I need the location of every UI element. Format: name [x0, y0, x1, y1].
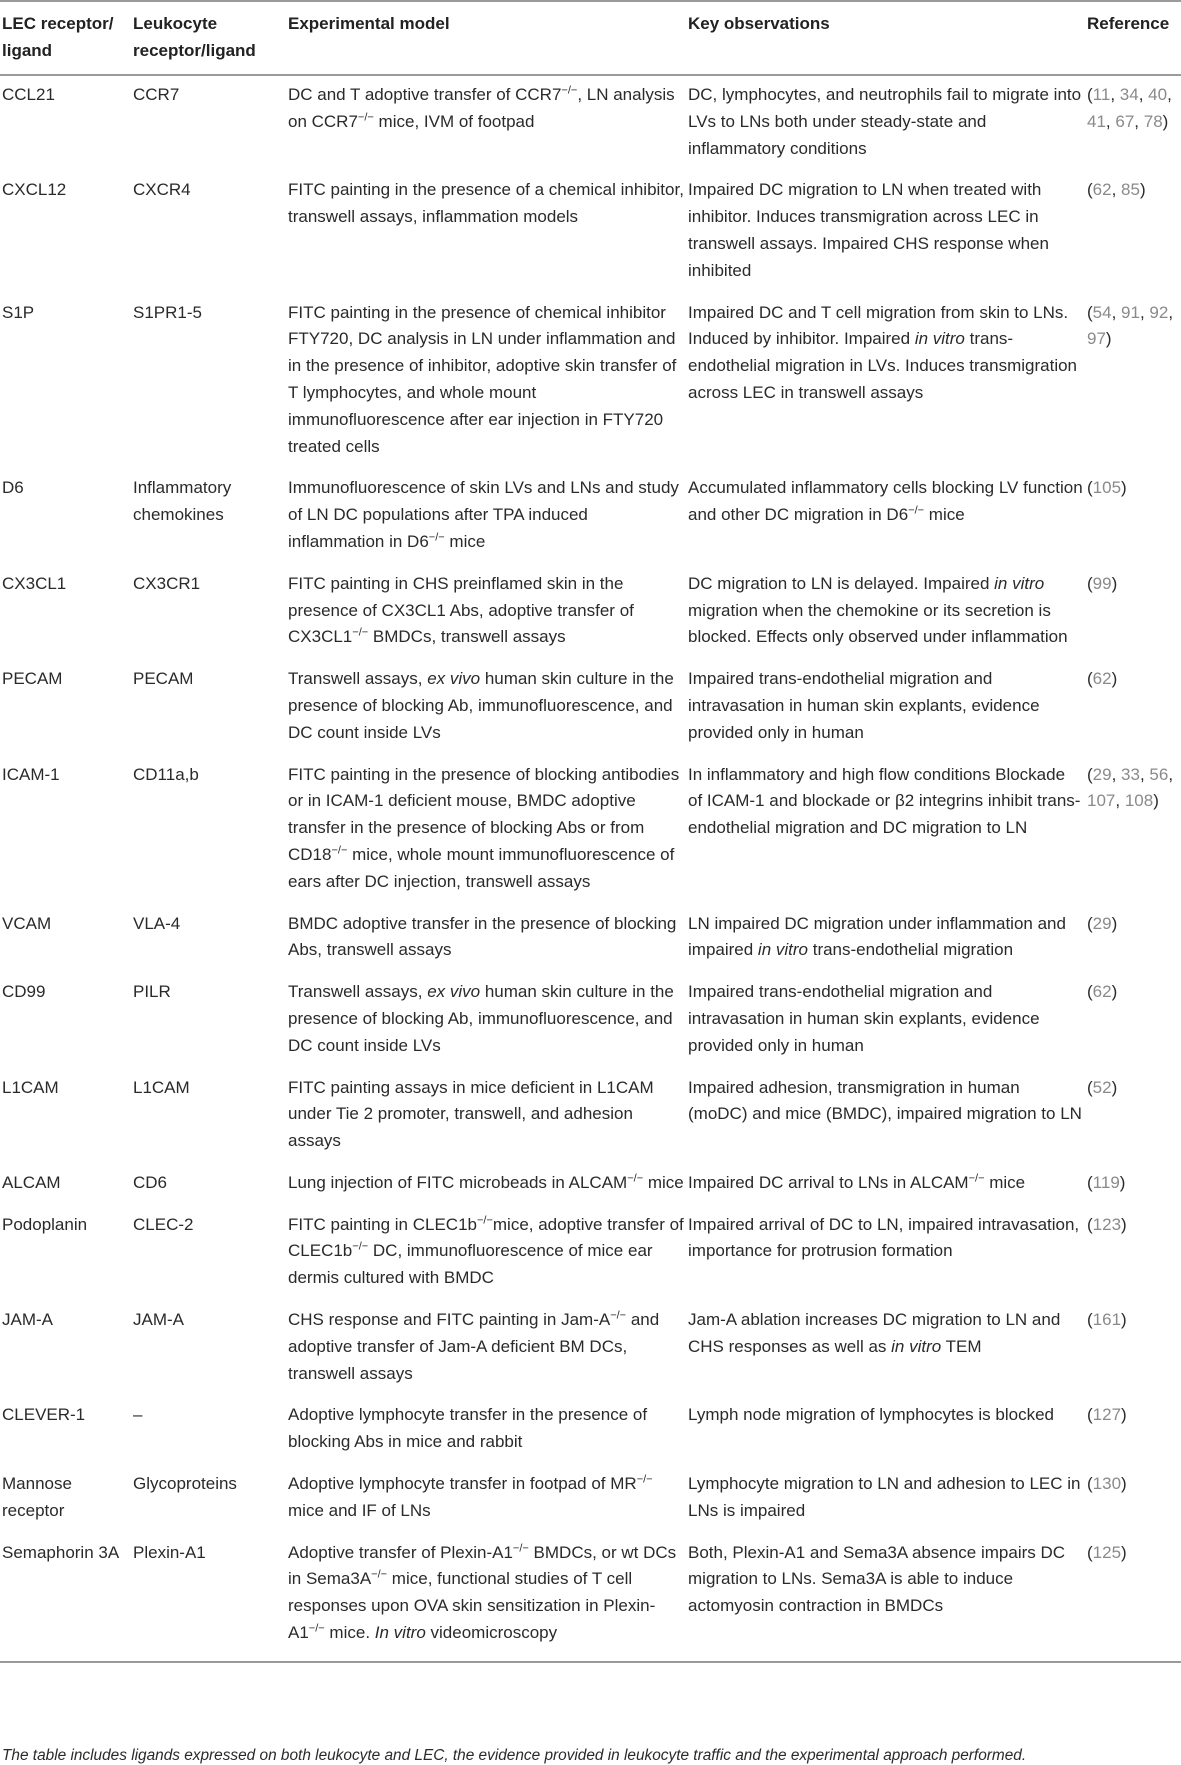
table-row	[0, 75, 1181, 171]
reference-link[interactable]: 52	[1092, 1077, 1112, 1097]
cell-key-observations: DC, lymphocytes, and neutrophils fail to migrate into LVs to LNs both under steady-state and inflammatory conditions	[688, 85, 1082, 158]
table-row	[0, 171, 1181, 293]
table-row	[0, 294, 1181, 470]
cell-experimental-model: DC and T adoptive transfer of CCR7−/−, LN analysis on CCR7−/− mice, IVM of footpad	[288, 84, 675, 131]
cell-key-observations: Impaired adhesion, transmigration in human (moDC) and mice (BMDC), impaired migration to LN	[688, 1077, 1082, 1124]
cell-lec-ligand: CX3CL1	[2, 573, 67, 593]
cell-leukocyte-ligand: CD6	[133, 1172, 168, 1192]
cell-key-observations: DC migration to LN is delayed. Impaired in vitro migration when the chemokine or its secretion is blocked. Effects only observed under inflammation	[688, 573, 1068, 647]
reference-link[interactable]: 127	[1092, 1405, 1122, 1425]
cell-experimental-model: FITC painting in the presence of blocking antibodies or in ICAM-1 deficient mouse, BMDC adoptive transfer in the presence of blocking Abs or from CD18−/− mice, whole mount immunofluorescence of ears after DC injection, transwell assays	[288, 764, 680, 891]
cell-reference: (54, 91, 92, 97)	[1087, 302, 1174, 349]
cell-reference: (62)	[1087, 982, 1118, 1002]
reference-link[interactable]: 99	[1092, 573, 1112, 593]
cell-experimental-model: Adoptive transfer of Plexin-A1−/− BMDCs, or wt DCs in Sema3A−/− mice, functional studies of T cell responses upon OVA skin sensitization in Plexin-A1−/− mice. In vitro videomicroscopy	[288, 1534, 688, 1662]
cell-reference: (123)	[1087, 1214, 1127, 1234]
cell-lec-ligand: ALCAM	[2, 1172, 61, 1192]
cell-experimental-model: FITC painting assays in mice deficient in L1CAM under Tie 2 promoter, transwell, and adhesion assays	[288, 1077, 654, 1151]
cell-experimental-model: FITC painting in the presence of a chemical inhibitor, transwell assays, inflammation models	[288, 180, 684, 227]
cell-key-observations: Impaired trans-endothelial migration and intravasation in human skin explants, evidence provided only in human	[688, 982, 1040, 1055]
cell-reference: (119)	[1087, 1172, 1126, 1192]
cell-lec-ligand: JAM-A	[2, 1310, 53, 1330]
cell-lec-ligand: CLEVER-1	[2, 1405, 86, 1425]
table-row	[0, 1069, 1181, 1164]
reference-link[interactable]: 97	[1087, 329, 1106, 349]
cell-leukocyte-ligand: PECAM	[133, 669, 194, 689]
header-leukocyte-label: Leukocyte receptor/ligand	[133, 14, 256, 60]
cell-reference: (62, 85)	[1087, 180, 1146, 200]
reference-link[interactable]: 33	[1121, 764, 1140, 784]
reference-link[interactable]: 78	[1143, 111, 1163, 131]
header-reference-label: Reference	[1087, 14, 1170, 33]
reference-link[interactable]: 108	[1124, 791, 1154, 811]
cell-experimental-model: Transwell assays, ex vivo human skin culture in the presence of blocking Ab, immunofluorescence, and DC count inside LVs	[288, 982, 674, 1055]
reference-link[interactable]: 123	[1092, 1214, 1122, 1234]
cell-lec-ligand: CD99	[2, 982, 46, 1002]
reference-link[interactable]: 29	[1092, 913, 1112, 933]
cell-lec-ligand: PECAM	[2, 669, 63, 689]
header-observations	[688, 1, 1087, 75]
cell-leukocyte-ligand: –	[133, 1405, 143, 1425]
reference-link[interactable]: 161	[1092, 1310, 1122, 1330]
cell-key-observations: LN impaired DC migration under inflammation and impaired in vitro trans-endothelial migration	[688, 913, 1066, 960]
cell-lec-ligand: Mannose receptor	[2, 1474, 72, 1520]
reference-link[interactable]: 62	[1092, 669, 1112, 689]
header-lec-label: LEC receptor/ ligand	[2, 14, 114, 60]
reference-link[interactable]: 11	[1092, 85, 1111, 104]
cell-reference: (130)	[1087, 1474, 1127, 1494]
table-row	[0, 973, 1181, 1068]
header-model-label: Experimental model	[288, 14, 450, 33]
cell-experimental-model: Transwell assays, ex vivo human skin culture in the presence of blocking Ab, immunofluorescence, and DC count inside LVs	[288, 669, 674, 742]
cell-leukocyte-ligand: Plexin-A1	[133, 1534, 288, 1662]
reference-link[interactable]: 91	[1121, 302, 1140, 322]
reference-link[interactable]: 107	[1087, 791, 1116, 811]
cell-key-observations: In inflammatory and high flow conditions Blockade of ICAM-1 and blockade or β2 integrins inhibit trans-endothelial migration and DC migration to LN	[688, 764, 1081, 838]
reference-link[interactable]: 105	[1092, 478, 1122, 498]
table-row	[0, 1301, 1181, 1396]
cell-leukocyte-ligand: CCR7	[133, 85, 180, 104]
cell-leukocyte-ligand: Glycoproteins	[133, 1474, 237, 1494]
reference-link[interactable]: 40	[1148, 85, 1168, 104]
reference-link[interactable]: 119	[1092, 1172, 1120, 1192]
table-caption: The table includes ligands expressed on both leukocyte and LEC, the evidence provided in leukocyte traffic and the experimental approach performed.	[2, 1747, 1027, 1764]
table-row	[0, 565, 1181, 660]
header-model	[288, 1, 688, 75]
cell-reference: (127)	[1087, 1405, 1127, 1425]
table-row	[0, 1534, 1181, 1662]
cell-key-observations: Lymph node migration of lymphocytes is blocked	[688, 1405, 1054, 1425]
cell-key-observations: Impaired trans-endothelial migration and intravasation in human skin explants, evidence provided only in human	[688, 669, 1040, 742]
cell-key-observations: Impaired DC and T cell migration from skin to LNs. Induced by inhibitor. Impaired in vitro trans-endothelial migration in LVs. Induces transmigration across LEC in transwell assays	[688, 302, 1078, 402]
header-observations-label: Key observations	[688, 14, 830, 33]
cell-reference: (29, 33, 56, 107, 108)	[1087, 764, 1174, 811]
table-row	[0, 1465, 1181, 1534]
reference-link[interactable]: 67	[1115, 111, 1135, 131]
reference-link[interactable]: 130	[1092, 1474, 1122, 1494]
cell-key-observations: Lymphocyte migration to LN and adhesion to LEC in LNs is impaired	[688, 1474, 1081, 1520]
cell-key-observations: Jam-A ablation increases DC migration to LN and CHS responses as well as in vitro TEM	[688, 1310, 1061, 1356]
reference-link[interactable]: 56	[1149, 764, 1169, 784]
cell-experimental-model: Adoptive lymphocyte transfer in the presence of blocking Abs in mice and rabbit	[288, 1405, 648, 1452]
cell-key-observations: Both, Plexin-A1 and Sema3A absence impairs DC migration to LNs. Sema3A is able to induce actomyosin contraction in BMDCs	[688, 1534, 1087, 1662]
cell-lec-ligand: ICAM-1	[2, 764, 60, 784]
cell-experimental-model: Adoptive lymphocyte transfer in footpad of MR−/− mice and IF of LNs	[288, 1473, 653, 1520]
reference-link[interactable]: 54	[1092, 302, 1112, 322]
cell-key-observations: Impaired arrival of DC to LN, impaired intravasation, importance for protrusion formation	[688, 1214, 1080, 1261]
cell-lec-ligand: Semaphorin 3A	[0, 1534, 133, 1662]
table-row	[0, 756, 1181, 905]
reference-link[interactable]: 62	[1092, 180, 1112, 200]
cell-leukocyte-ligand: VLA-4	[133, 913, 181, 933]
cell-lec-ligand: L1CAM	[2, 1077, 59, 1097]
table-row	[0, 905, 1181, 974]
table-row	[0, 660, 1181, 755]
cell-leukocyte-ligand: CD11a,b	[133, 764, 199, 784]
reference-link[interactable]: 85	[1121, 180, 1140, 200]
cell-lec-ligand: D6	[2, 478, 24, 498]
cell-experimental-model: FITC painting in CLEC1b−/−mice, adoptive transfer of CLEC1b−/− DC, immunofluorescence of mice ear dermis cultured with BMDC	[288, 1214, 684, 1288]
table-row	[0, 1396, 1181, 1465]
reference-link[interactable]: 29	[1092, 764, 1112, 784]
header-reference	[1087, 1, 1181, 75]
table-body	[0, 75, 1181, 1662]
cell-reference: (29)	[1087, 913, 1118, 933]
reference-link[interactable]: 41	[1087, 111, 1106, 131]
cell-leukocyte-ligand: Inflammatory chemokines	[133, 478, 232, 525]
cell-key-observations: Impaired DC migration to LN when treated with inhibitor. Induces transmigration across LEC in transwell assays. Impaired CHS response when inhibited	[688, 180, 1049, 280]
cell-leukocyte-ligand: S1PR1-5	[133, 302, 202, 322]
cell-leukocyte-ligand: CLEC-2	[133, 1214, 194, 1234]
cell-reference: (125)	[1087, 1534, 1181, 1662]
cell-lec-ligand: CCL21	[2, 85, 55, 104]
reference-link[interactable]: 34	[1119, 85, 1139, 104]
cell-key-observations: Accumulated inflammatory cells blocking LV function and other DC migration in D6−/− mice	[688, 478, 1083, 525]
cell-experimental-model: Immunofluorescence of skin LVs and LNs and study of LN DC populations after TPA induced inflammation in D6−/− mice	[288, 478, 679, 551]
cell-leukocyte-ligand: L1CAM	[133, 1077, 190, 1097]
cell-leukocyte-ligand: CXCR4	[133, 180, 191, 200]
header-leukocyte	[133, 1, 288, 75]
header-lec	[0, 1, 133, 75]
cell-reference: (105)	[1087, 478, 1127, 498]
cell-leukocyte-ligand: PILR	[133, 982, 171, 1002]
cell-experimental-model: CHS response and FITC painting in Jam-A−/− and adoptive transfer of Jam-A deficient BM DCs, transwell assays	[288, 1309, 660, 1383]
table-row	[0, 1206, 1181, 1301]
cell-leukocyte-ligand: CX3CR1	[133, 573, 201, 593]
cell-reference: (99)	[1087, 573, 1118, 593]
cell-lec-ligand: VCAM	[2, 913, 52, 933]
cell-key-observations: Impaired DC arrival to LNs in ALCAM−/− mice	[688, 1172, 1026, 1192]
cell-reference: (161)	[1087, 1310, 1127, 1330]
cell-experimental-model: Lung injection of FITC microbeads in ALCAM−/− mice	[288, 1172, 684, 1192]
cell-experimental-model: BMDC adoptive transfer in the presence of blocking Abs, transwell assays	[288, 913, 677, 960]
cell-lec-ligand: S1P	[2, 302, 35, 322]
cell-experimental-model: FITC painting in CHS preinflamed skin in the presence of CX3CL1 Abs, adoptive transfer of CX3CL1−/− BMDCs, transwell assays	[288, 573, 634, 647]
cell-reference: (62)	[1087, 669, 1118, 689]
cell-reference: (52)	[1087, 1077, 1118, 1097]
table-row	[0, 469, 1181, 564]
table-header-row	[0, 1, 1181, 75]
reference-link[interactable]: 62	[1092, 982, 1112, 1002]
reference-link[interactable]: 92	[1149, 302, 1169, 322]
reference-link[interactable]: 125	[1092, 1542, 1122, 1562]
cell-lec-ligand: CXCL12	[2, 180, 67, 200]
cell-leukocyte-ligand: JAM-A	[133, 1310, 184, 1330]
cell-experimental-model: FITC painting in the presence of chemical inhibitor FTY720, DC analysis in LN under inflammation and in the presence of inhibitor, adoptive skin transfer of T lymphocytes, and whole mount immunofluorescence after ear injection in FTY720 treated cells	[288, 302, 677, 456]
cell-lec-ligand: Podoplanin	[2, 1214, 88, 1234]
cell-reference: (11, 34, 40, 41, 67, 78)	[1087, 85, 1172, 131]
table-row	[0, 1164, 1181, 1206]
